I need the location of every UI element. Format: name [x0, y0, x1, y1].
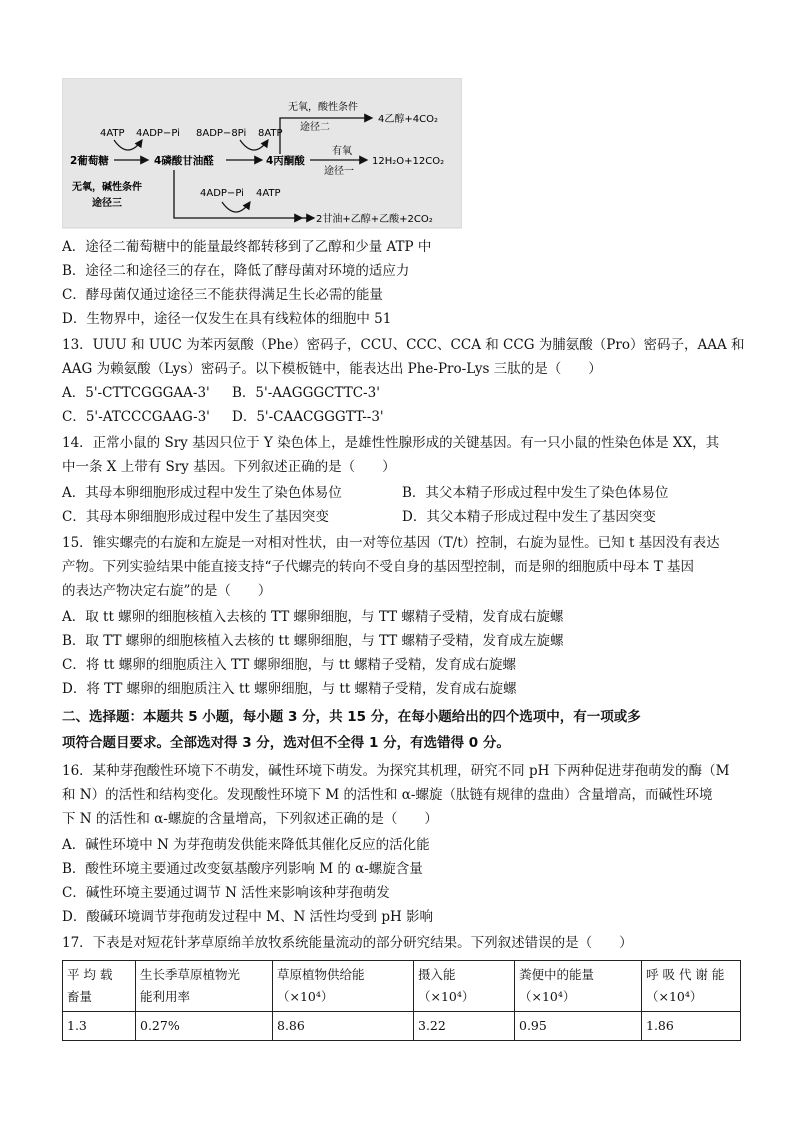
q13-option-c: C．5'-ATCCCGAAG-3': [62, 409, 210, 425]
q13-option-d: D．5'-CAACGGGTT--3': [232, 409, 384, 425]
q15-stem-3: 的表达产物决定右旋”的是（ ）: [62, 583, 272, 599]
table-header-cell: 摄入能（×10⁴）: [414, 961, 515, 1012]
top-right-condition: 无氧，酸性条件: [288, 102, 358, 113]
q15-stem-2: 产物。下列实验结果中能直接支持“子代螺壳的转向不受自身的基因型控制，而是卵的细胞质中母本 T 基因: [62, 559, 694, 575]
mid-adp: 8ADP−8Pi: [196, 128, 247, 139]
table-header-cell: 粪便中的能量 （×10⁴）: [515, 961, 642, 1012]
table-cell: 1.3: [63, 1012, 136, 1041]
q14-stem-1: 14．正常小鼠的 Sry 基因只位于 Y 染色体上，是雄性性腺形成的关键基因。有一只小鼠的性染色体是 XX，其: [62, 435, 720, 451]
q16-stem-1: 16．某种芽孢酸性环境下不萌发，碱性环境下萌发。为探究其机理，研究不同 pH 下两种促进芽孢萌发的酶（M: [62, 763, 730, 779]
q14-option-d: D．其父本精子形成过程中发生了基因突变: [402, 509, 656, 525]
q14-stem-2: 中一条 X 上带有 Sry 基因。下列叙述正确的是（ ）: [62, 459, 396, 475]
pathway-diagram: [62, 78, 462, 236]
path2-product: 4乙醇+4CO₂: [378, 114, 438, 125]
table-row: [63, 1012, 741, 1041]
q14-option-c: C．其母本卵细胞形成过程中发生了基因突变: [62, 509, 329, 525]
table-header-cell: 平 均 载 畜量: [63, 961, 136, 1012]
table-cell: 8.86: [273, 1012, 414, 1041]
table-cell: 0.95: [515, 1012, 642, 1041]
table-cell: 3.22: [414, 1012, 515, 1041]
table-cell: 1.86: [642, 1012, 741, 1041]
path3-product: 2甘油+乙醇+乙酸+2CO₂: [316, 214, 433, 225]
left-atp: 4ATP: [100, 128, 125, 139]
table-cell: 0.27%: [136, 1012, 273, 1041]
q14-option-a: A．其母本卵细胞形成过程中发生了染色体易位: [62, 485, 342, 501]
q12-option-d: D．生物界中，途径一仅发生在具有线粒体的细胞中 51: [62, 311, 392, 327]
low-atp: 4ATP: [256, 188, 281, 199]
q12-option-c: C．酵母菌仅通过途径三不能获得满足生长必需的能量: [62, 287, 383, 303]
diagram-background: [62, 78, 462, 228]
q13-option-a: A．5'-CTTCGGGAA-3': [62, 385, 210, 401]
q15-option-d: D．将 TT 螺卵的细胞质注入 tt 螺卵细胞，与 tt 螺精子受精，发育成右旋螺: [62, 681, 517, 697]
q15-stem-1: 15．锥实螺壳的右旋和左旋是一对相对性状，由一对等位基因（T/t）控制，右旋为显性。已知 t 基因没有表达: [62, 535, 720, 551]
low-adp: 4ADP−Pi: [200, 188, 244, 199]
q16-option-a: A．碱性环境中 N 为芽孢萌发供能来降低其催化反应的活化能: [62, 837, 430, 853]
q16-stem-3: 下 N 的活性和 α-螺旋的含量增高，下列叙述正确的是（ ）: [62, 811, 438, 827]
section2-heading-2: 项符合题目要求。全部选对得 3 分，选对但不全得 1 分，有选错得 0 分。: [62, 735, 510, 751]
q12-option-a: A．途径二葡萄糖中的能量最终都转移到了乙醇和少量 ATP 中: [62, 239, 432, 255]
table-header-cell: 呼 吸 代 谢 能 （×10⁴）: [642, 961, 741, 1012]
aerobic-label: 有氧: [332, 146, 352, 157]
q14-option-b: B．其父本精子形成过程中发生了染色体易位: [402, 485, 669, 501]
q16-option-b: B．酸性环境主要通过改变氨基酸序列影响 M 的 α-螺旋含量: [62, 861, 423, 877]
q13-option-b: B．5'-AAGGGCTTC-3': [232, 385, 380, 401]
left-adp: 4ADP−Pi: [136, 128, 180, 139]
g3p: 4磷酸甘油醛: [154, 155, 214, 167]
pyruvate: 4丙酮酸: [266, 155, 305, 167]
q16-option-d: D．酸碱环境调节芽孢萌发过程中 M、N 活性均受到 pH 影响: [62, 909, 434, 925]
path1-product: 12H₂O+12CO₂: [372, 156, 445, 167]
table-header-cell: 草原植物供给能 （×10⁴）: [273, 961, 414, 1012]
path1-label: 途径一: [324, 166, 354, 177]
path2-label: 途径二: [300, 122, 330, 133]
section2-heading-1: 二、选择题：本题共 5 小题，每小题 3 分，共 15 分，在每小题给出的四个选项中，有一项或多: [62, 709, 641, 725]
glucose: 2葡萄糖: [70, 155, 109, 167]
q15-option-b: B．取 TT 螺卵的细胞核植入去核的 tt 螺卵细胞，与 TT 螺精子受精，发育成左旋螺: [62, 633, 564, 649]
q16-stem-2: 和 N）的活性和结构变化。发现酸性环境下 M 的活性和 α-螺旋（肽链有规律的盘曲）含量增高，而碱性环境: [62, 787, 713, 803]
q16-option-c: C．碱性环境主要通过调节 N 活性来影响该种芽孢萌发: [62, 885, 390, 901]
q13-stem-1: 13．UUU 和 UUC 为苯丙氨酸（Phe）密码子，CCU、CCC、CCA 和 CCG 为脯氨酸（Pro）密码子，AAA 和: [62, 337, 745, 353]
energy-flow-table: [62, 960, 741, 1041]
q17-stem: 17．下表是对短花针茅草原绵羊放牧系统能量流动的部分研究结果。下列叙述错误的是（ ）: [62, 935, 633, 951]
table-header-cell: 生长季草原植物光 能利用率: [136, 961, 273, 1012]
mid-atp: 8ATP: [258, 128, 283, 139]
q13-stem-2: AAG 为赖氨酸（Lys）密码子。以下模板链中，能表达出 Phe-Pro-Lys 三肽的是（ ）: [62, 361, 602, 377]
q12-option-b: B．途径二和途径三的存在，降低了酵母菌对环境的适应力: [62, 263, 410, 279]
path3-condition: 无氧，碱性条件: [72, 182, 142, 193]
path3-label: 途径三: [92, 198, 122, 209]
q15-option-c: C．将 tt 螺卵的细胞质注入 TT 螺卵细胞，与 tt 螺精子受精，发育成右旋螺: [62, 657, 517, 673]
table-header-row: [63, 961, 741, 1012]
q15-option-a: A．取 tt 螺卵的细胞核植入去核的 TT 螺卵细胞，与 TT 螺精子受精，发育成右旋螺: [62, 609, 564, 625]
